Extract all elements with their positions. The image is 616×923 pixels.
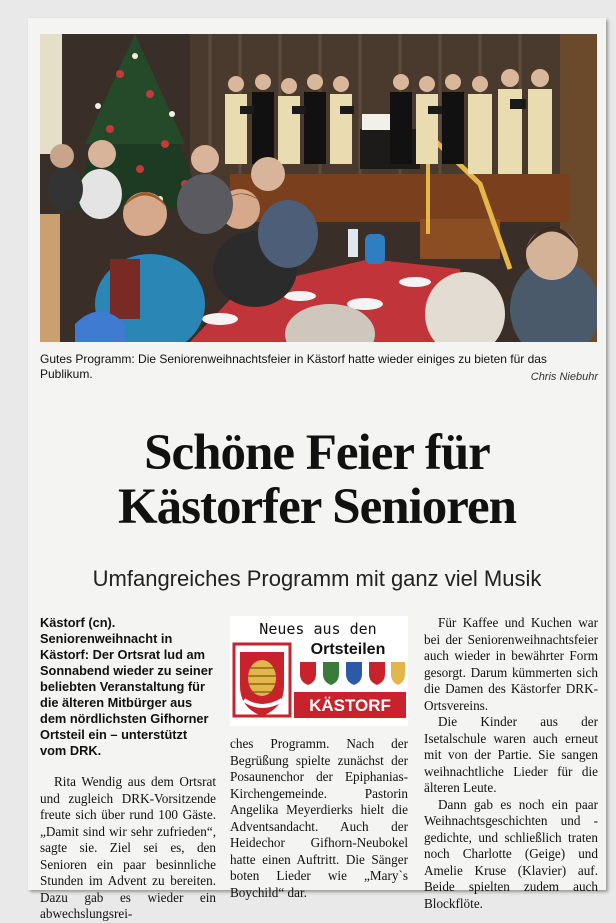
badge-place-text: KÄSTORF: [309, 696, 391, 715]
article-lead: Kästorf (cn). Seniorenweihnacht in Kästorf: Der Ortsrat lud am Sonnabend wieder zu seiner beliebten Veranstaltung für die älteren Mitbürger aus dem nördlichsten Gifhorner Ortsteil ein – unterstützt vom DRK.: [40, 615, 213, 758]
article-column-2: [230, 736, 408, 901]
article-column-1: [40, 615, 216, 923]
headline-line-2: Kästorfer Senioren: [118, 479, 516, 535]
photo-caption: Gutes Programm: Die Seniorenweihnachtsfeier in Kästorf hatte wieder einiges zu bieten für das Publikum.: [40, 352, 547, 381]
article-column-3: [424, 615, 598, 912]
photo-illustration: [40, 34, 597, 342]
badge-top-text: Neues aus den: [259, 620, 377, 638]
article-paragraph-5: Dann gab es noch ein paar Weihnachtsgeschichten und -gedichte, und schließlich traten noch Charlotte (Geige) und Amelie Kruse (Klavier) auf. Beide spielten zudem auch Blockflöte.: [424, 796, 598, 911]
subheadline: Umfangreiches Programm mit ganz viel Musik: [92, 566, 542, 591]
ortsteile-badge: [230, 616, 408, 726]
article-paragraph-4: Die Kinder aus der Isetalschule waren auch erneut mit von der Partie. Sie sangen weihnachtliche Lieder für die älteren Leute.: [424, 714, 598, 795]
ortsteile-logo: [230, 616, 408, 726]
newspaper-clipping: [28, 18, 606, 921]
beehive-icon: [248, 660, 276, 696]
badge-middle-text: Ortsteilen: [310, 641, 386, 658]
headline: [28, 426, 606, 534]
article-paragraph-2: ches Programm. Nach der Begrüßung spielte zunächst der Posaunenchor der Epiphanias-Kirchengemeinde. Pastorin Angelika Meyerdierks hielt die Adventsandacht. Auch der Heidechor Gifhorn-Neubokel hatte einen Auftritt. Die Sänger boten Lieder wie „Mary`s Boychild“ dar.: [230, 736, 408, 900]
article-paragraph-1: Rita Wendig aus dem Ortsrat und zugleich DRK-Vorsitzende freute sich über rund 100 Gäste. „Damit sind wir sehr zufrieden“, sagte sie. Ziel sei es, den Senioren ein paar besinnliche Stunden im Advent zu bereiten. Dazu gab es wieder ein abwechslungsrei-: [40, 774, 216, 921]
headline-line-1: Schöne Feier für: [144, 425, 490, 481]
article-paragraph-3: Für Kaffee und Kuchen war bei der Seniorenweihnachtsfeier auch wieder in bewährter Form gesorgt. Darum kümmerten sich die Damen des Kästorfer DRK-Ortsvereins.: [424, 615, 598, 713]
choir-performance-photo: [40, 34, 597, 342]
photo-credit: Chris Niebuhr: [530, 371, 598, 383]
